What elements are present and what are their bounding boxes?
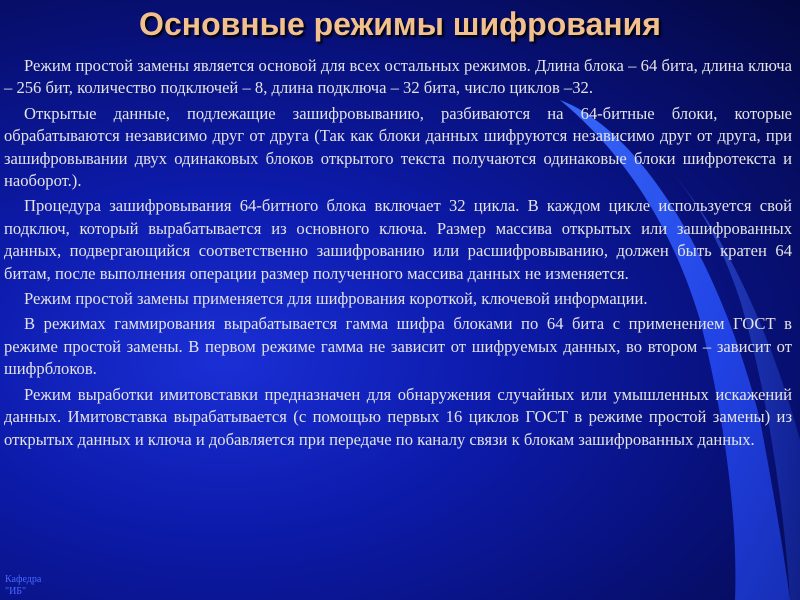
paragraph: Открытые данные, подлежащие зашифровыванию, разбиваются на 64-битные блоки, которые обрабатываются независимо друг от друга (Так как блоки данных шифруются независимо друг от друга, при зашифровывании двух одинаковых блоков открытого текста получаются одинаковые блоки шифротекста и наоборот.). xyxy=(4,103,792,191)
paragraph: В режимах гаммирования вырабатывается гамма шифра блоками по 64 бита с применением ГОСТ в режиме простой замены. В первом режиме гамма не зависит от шифруемых данных, во втором – зависит от шифрблоков. xyxy=(4,314,792,379)
footer-line: Кафедра xyxy=(5,574,42,585)
footer-line: "ИБ" xyxy=(5,586,27,597)
department-footer xyxy=(5,574,41,598)
paragraph: Режим простой замены применяется для шифрования короткой, ключевой информации. xyxy=(24,289,648,309)
paragraph: Процедура зашифровывания 64-битного блока включает 32 цикла. В каждом цикле используется свой подключ, который вырабатывается из основного ключа. Размер массива открытых или зашифрованных данных, подвергающийся соответственно зашифрованию или расшифровыванию, должен быть кратен 64 битам, после выполнения операции размер полученного массива данных не изменяется. xyxy=(4,196,792,283)
paragraph: Режим выработки имитовставки предназначен для обнаружения случайных или умышленных искажений данных. Имитовставка вырабатывается (с помощью первых 16 циклов ГОСТ в режиме простой замены) из открытых данных и ключа и добавляется при передаче по каналу связи к блокам зашифрованных данных. xyxy=(4,384,792,449)
slide-title: Основные режимы шифрования xyxy=(139,6,661,42)
paragraph: Режим простой замены является основой для всех остальных режимов. Длина блока – 64 бита, длина ключа – 256 бит, количество подключей – 8, длина подключа – 32 бита, число циклов –32. xyxy=(4,56,792,98)
slide-body xyxy=(4,55,792,454)
